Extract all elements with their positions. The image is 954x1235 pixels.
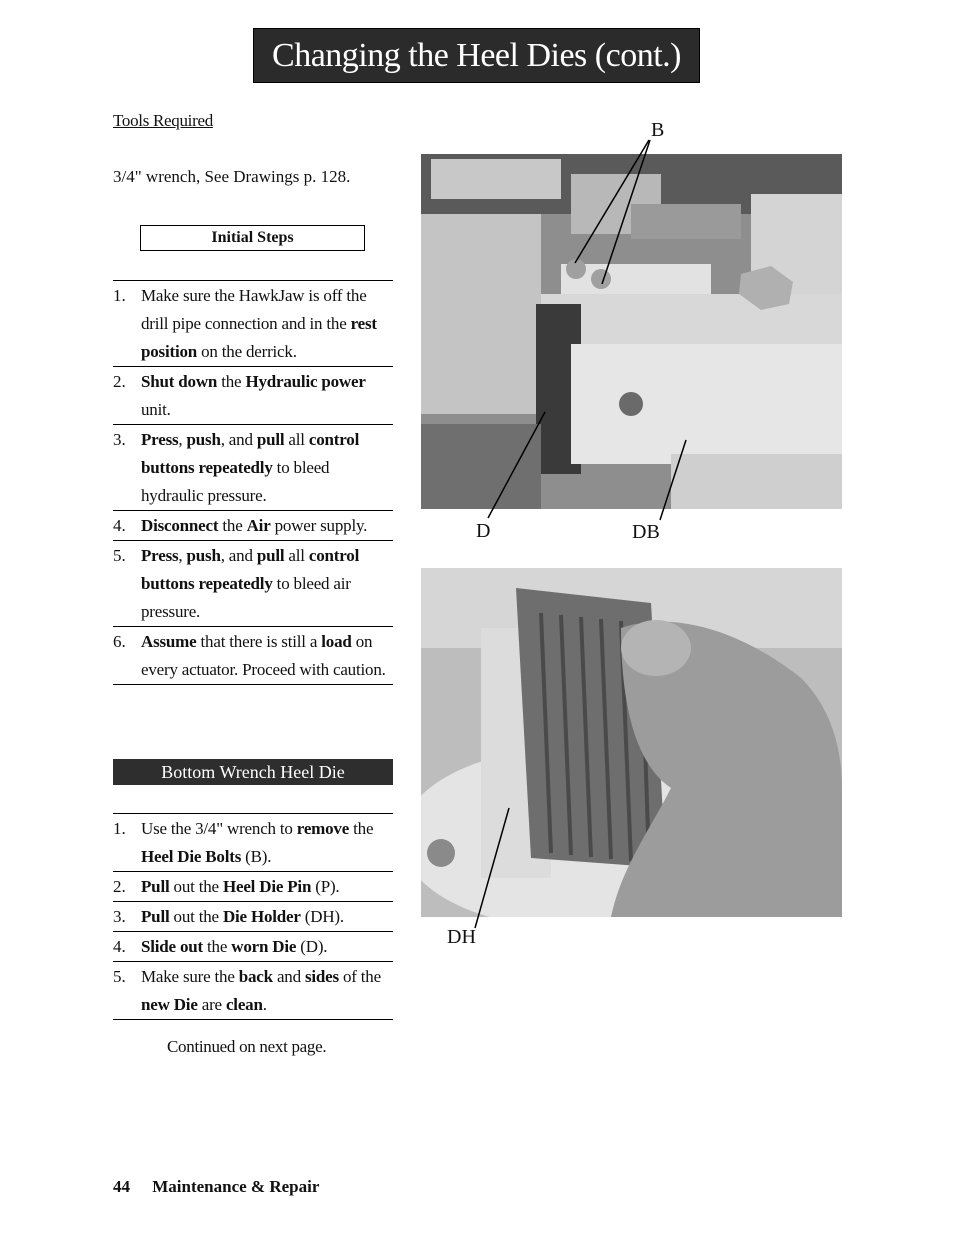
step-number: 5. <box>113 546 126 565</box>
callout-db: DB <box>632 521 660 543</box>
step-text-bold: new Die <box>141 995 198 1014</box>
step-text <box>141 628 393 684</box>
page-footer <box>113 1177 319 1197</box>
step-text-run: Use the 3/4" wrench to <box>141 819 297 838</box>
footer-section: Maintenance & Repair <box>152 1177 320 1196</box>
step-number: 3. <box>113 907 126 926</box>
step-text-run: on every actuator. Proceed with caution. <box>141 632 386 679</box>
bottom-wrench-steps-list <box>113 813 393 1020</box>
initial-steps-list <box>113 280 393 685</box>
step-text-run: (DH). <box>300 907 344 926</box>
step-text-bold: Shut down <box>141 372 218 391</box>
callout-d: D <box>476 520 491 542</box>
step-text-bold: Press <box>141 546 179 565</box>
step-text-run: the <box>218 516 247 535</box>
step-text-run: the <box>202 937 232 956</box>
step-text-bold: Disconnect <box>141 516 219 535</box>
step-text-run: and <box>272 967 305 986</box>
step-text-run: are <box>197 995 226 1014</box>
step-number: 1. <box>113 819 126 838</box>
step-text-bold: pull <box>256 546 285 565</box>
initial-steps-heading: Initial Steps <box>140 225 365 251</box>
tools-required-heading: Tools Required <box>113 111 213 130</box>
bottom-wrench-step-2 <box>113 871 393 901</box>
initial-step-4 <box>113 510 393 540</box>
step-text-bold: Pull <box>141 877 170 896</box>
step-text-bold: control buttons repeatedly <box>141 546 360 593</box>
callout-dh: DH <box>447 926 476 948</box>
step-number: 4. <box>113 937 126 956</box>
step-number: 3. <box>113 430 126 449</box>
initial-step-1 <box>113 280 393 366</box>
step-text-bold: worn Die <box>231 937 297 956</box>
photo-die-removal <box>421 568 842 917</box>
initial-step-6 <box>113 626 393 685</box>
step-text-run: power supply. <box>270 516 368 535</box>
tools-required-text: 3/4" wrench, See Drawings p. 128. <box>113 167 351 186</box>
initial-step-2 <box>113 366 393 424</box>
step-text-bold: push <box>186 430 221 449</box>
step-text <box>141 512 393 540</box>
step-text-bold: Press <box>141 430 179 449</box>
step-text-run: the <box>349 819 374 838</box>
bottom-wrench-step-3 <box>113 901 393 931</box>
step-text-bold: rest position <box>141 314 377 361</box>
step-text-run: on the derrick. <box>197 342 297 361</box>
step-text-bold: Heel Die Bolts <box>141 847 242 866</box>
step-number: 2. <box>113 372 126 391</box>
step-text <box>141 963 393 1019</box>
step-number: 5. <box>113 967 126 986</box>
step-text-run: that there is still a <box>196 632 322 651</box>
step-text-bold: push <box>186 546 221 565</box>
step-text-bold: remove <box>296 819 350 838</box>
step-text-bold: Assume <box>141 632 197 651</box>
bottom-wrench-step-1 <box>113 813 393 871</box>
step-text <box>141 426 393 510</box>
photo-heel-die-assembly <box>421 154 842 509</box>
step-text-bold: Heel Die Pin <box>222 877 312 896</box>
page-number: 44 <box>113 1177 130 1196</box>
step-number: 2. <box>113 877 126 896</box>
step-number: 1. <box>113 286 126 305</box>
bottom-wrench-heading: Bottom Wrench Heel Die <box>113 759 393 785</box>
continued-note: Continued on next page. <box>167 1037 327 1056</box>
step-text-run: to bleed air pressure. <box>141 574 351 621</box>
step-text-run: (P). <box>311 877 340 896</box>
initial-step-5 <box>113 540 393 626</box>
step-text-run: , <box>178 546 187 565</box>
step-text-bold: clean <box>225 995 263 1014</box>
page-title: Changing the Heel Dies (cont.) <box>253 28 700 83</box>
bottom-wrench-step-5 <box>113 961 393 1020</box>
step-text-run: to bleed hydraulic pressure. <box>141 458 330 505</box>
step-text-run: Make sure the HawkJaw is off the drill pipe connection and in the <box>141 286 367 333</box>
step-text-bold: load <box>321 632 352 651</box>
callout-b: B <box>651 119 665 141</box>
step-text-run: out the <box>169 907 223 926</box>
step-text-run: the <box>217 372 246 391</box>
step-text-bold: back <box>238 967 273 986</box>
initial-step-3 <box>113 424 393 510</box>
step-text-bold: Hydraulic power <box>245 372 366 391</box>
step-text-run: (D). <box>296 937 328 956</box>
step-text-run: , and <box>220 546 257 565</box>
step-text <box>141 542 393 626</box>
step-text <box>141 933 393 961</box>
step-text-bold: pull <box>256 430 285 449</box>
step-text-run: all <box>284 430 309 449</box>
step-number: 6. <box>113 632 126 651</box>
step-text-bold: Die Holder <box>222 907 301 926</box>
step-text-run: , and <box>220 430 257 449</box>
step-text-bold: Air <box>246 516 271 535</box>
bottom-wrench-step-4 <box>113 931 393 961</box>
step-number: 4. <box>113 516 126 535</box>
step-text-bold: Pull <box>141 907 170 926</box>
step-text-run: out the <box>169 877 223 896</box>
step-text-bold: sides <box>304 967 339 986</box>
step-text <box>141 282 393 366</box>
step-text-bold: Slide out <box>141 937 203 956</box>
step-text-run: Make sure the <box>141 967 239 986</box>
step-text-bold: control buttons repeatedly <box>141 430 360 477</box>
step-text-run: of the <box>338 967 381 986</box>
step-text-run: . <box>262 995 267 1014</box>
step-text <box>141 873 393 901</box>
step-text-run: all <box>284 546 309 565</box>
step-text <box>141 368 393 424</box>
step-text-run: (B). <box>241 847 272 866</box>
step-text-run: unit. <box>141 400 171 419</box>
step-text <box>141 903 393 931</box>
step-text-run: , <box>178 430 187 449</box>
step-text <box>141 815 393 871</box>
